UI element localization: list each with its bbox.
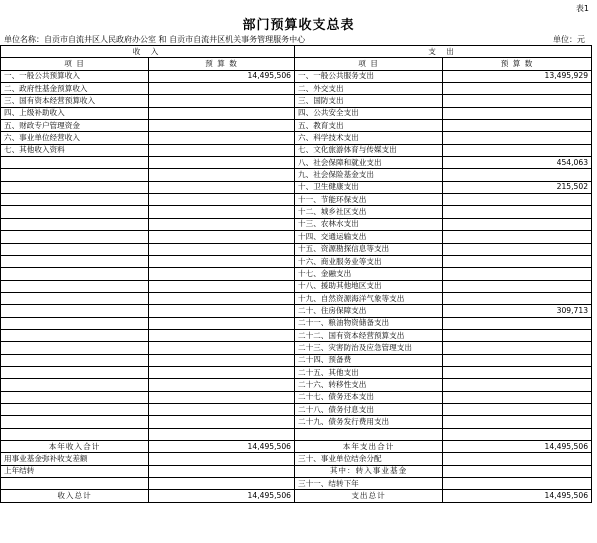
income-total-label: 本年收入合计 [1,441,149,453]
income-value [149,194,295,206]
expense-total-value: 14,495,506 [443,441,592,453]
table-row [1,354,592,366]
income-value [149,305,295,317]
expense-item: 二十、住房保障支出 [295,305,443,317]
table-row [1,329,592,341]
income-budget-header: 预 算 数 [149,58,295,70]
expense-item: 五、教育支出 [295,120,443,132]
grand-total-row [1,490,592,502]
income-item [1,194,149,206]
fund-balance-label: 用事业基金弥补收支差额 [1,453,149,465]
table-row [1,157,592,169]
income-value [149,342,295,354]
expense-item: 二十五、其他支出 [295,366,443,378]
income-total-value: 14,495,506 [149,441,295,453]
expense-item: 二十六、转移性支出 [295,379,443,391]
income-item: 五、财政专户管理资金 [1,120,149,132]
expense-value: 13,495,929 [443,70,592,82]
income-value [149,403,295,415]
income-value [149,218,295,230]
income-value [149,366,295,378]
table-row [1,120,592,132]
grand-income-label: 收入总计 [1,490,149,502]
table-row [1,280,592,292]
expense-item: 十九、自然资源海洋气象等支出 [295,292,443,304]
income-item [1,231,149,243]
income-value [149,206,295,218]
income-value: 14,495,506 [149,70,295,82]
expense-value [443,120,592,132]
expense-value [443,280,592,292]
income-value [149,280,295,292]
income-value [149,416,295,428]
total-row [1,441,592,453]
expense-item: 八、社会保障和就业支出 [295,157,443,169]
income-item: 七、其他收入资料 [1,144,149,156]
income-item-header: 项 目 [1,58,149,70]
expense-item: 二十二、国有资本经营预算支出 [295,329,443,341]
expense-value [443,107,592,119]
table-row [1,416,592,428]
expense-item: 十五、资源勘探信息等支出 [295,243,443,255]
table-row [1,268,592,280]
table-row [1,218,592,230]
income-item [1,206,149,218]
table-row [1,169,592,181]
table-number-label: 表1 [575,4,589,13]
expense-item: 十八、援助其他地区支出 [295,280,443,292]
expense-value [443,206,592,218]
expense-value [443,292,592,304]
expense-item: 十七、金融支出 [295,268,443,280]
expense-item: 二、外交支出 [295,83,443,95]
expense-value [443,379,592,391]
expense-value [443,95,592,107]
income-value [149,231,295,243]
income-value [149,268,295,280]
income-item: 二、政府性基金预算收入 [1,83,149,95]
expense-value [443,416,592,428]
income-item [1,329,149,341]
income-item [1,403,149,415]
expense-value: 454,063 [443,157,592,169]
income-value [149,292,295,304]
income-item [1,169,149,181]
surplus-distribution-label: 三十、事业单位结余分配 [295,453,443,465]
income-item [1,280,149,292]
expense-value [443,329,592,341]
expense-item: 二十八、债务付息支出 [295,403,443,415]
income-value [149,391,295,403]
expense-value [443,354,592,366]
unit-label: 单位：元 [553,35,585,44]
table-row [1,70,592,82]
table-row [1,144,592,156]
table-row [1,403,592,415]
grand-expense-label: 支出总计 [295,490,443,502]
income-item [1,218,149,230]
table-row [1,453,592,465]
table-row [1,194,592,206]
income-item [1,181,149,193]
expense-item: 九、社会保险基金支出 [295,169,443,181]
table-row [1,379,592,391]
table-row [1,132,592,144]
expense-value [443,317,592,329]
income-value [149,83,295,95]
table-row [1,83,592,95]
table-row [1,181,592,193]
income-section-header: 收 入 [1,46,295,58]
income-value [149,181,295,193]
expense-item: 六、科学技术支出 [295,132,443,144]
table-row [1,478,592,490]
income-item [1,366,149,378]
income-item [1,255,149,267]
income-value [149,255,295,267]
expense-item: 七、文化旅游体育与传媒支出 [295,144,443,156]
expense-value [443,391,592,403]
table-row [1,428,592,440]
income-item [1,354,149,366]
income-value [149,107,295,119]
table-row [1,107,592,119]
income-item: 一、一般公共预算收入 [1,70,149,82]
expense-total-label: 本年支出合计 [295,441,443,453]
expense-value [443,366,592,378]
income-item [1,243,149,255]
income-item: 三、国有资本经营预算收入 [1,95,149,107]
table-row [1,292,592,304]
table-row [1,95,592,107]
expense-item: 二十四、预备费 [295,354,443,366]
header-row-sections [1,46,592,58]
expense-value [443,342,592,354]
expense-item: 二十三、灾害防治及应急管理支出 [295,342,443,354]
expense-item: 十六、商业服务业等支出 [295,255,443,267]
income-value [149,132,295,144]
budget-table [0,45,592,503]
table-row [1,305,592,317]
expense-value [443,144,592,156]
expense-value: 309,713 [443,305,592,317]
income-item [1,317,149,329]
expense-value [443,403,592,415]
income-value [149,120,295,132]
expense-value [443,255,592,267]
expense-value: 215,502 [443,181,592,193]
income-item [1,379,149,391]
income-item [1,305,149,317]
expense-value [443,231,592,243]
expense-item: 十、卫生健康支出 [295,181,443,193]
expense-value [443,218,592,230]
expense-budget-header: 预 算 数 [443,58,592,70]
page-title: 部门预算收支总表 [242,18,355,33]
expense-item: 三、国防支出 [295,95,443,107]
expense-value [443,83,592,95]
income-value [149,428,295,440]
grand-income-value: 14,495,506 [149,490,295,502]
table-row [1,342,592,354]
income-item [1,292,149,304]
income-value [149,329,295,341]
income-item [1,157,149,169]
income-value [149,354,295,366]
income-item [1,416,149,428]
expense-value [443,268,592,280]
income-item [1,268,149,280]
expense-item: 十三、农林水支出 [295,218,443,230]
expense-section-header: 支 出 [295,46,592,58]
income-item [1,428,149,440]
income-value [149,169,295,181]
table-row [1,243,592,255]
header-row-columns [1,58,592,70]
income-item [1,391,149,403]
expense-item: 二十七、债务还本支出 [295,391,443,403]
expense-item-header: 项 目 [295,58,443,70]
expense-value [443,428,592,440]
expense-item: 十一、节能环保支出 [295,194,443,206]
table-row [1,317,592,329]
table-row [1,255,592,267]
expense-value [443,169,592,181]
expense-item: 一、一般公共服务支出 [295,70,443,82]
income-value [149,95,295,107]
expense-item: 十二、城乡社区支出 [295,206,443,218]
expense-item: 四、公共安全支出 [295,107,443,119]
expense-value [443,194,592,206]
grand-expense-value: 14,495,506 [443,490,592,502]
income-value [149,379,295,391]
income-item [1,342,149,354]
income-item: 四、上级补助收入 [1,107,149,119]
expense-item: 二十一、粮油物资储备支出 [295,317,443,329]
income-value [149,157,295,169]
table-row [1,465,592,477]
unit-name: 单位名称：自贡市自流井区人民政府办公室 和 自贡市自流井区机关事务管理服务中心 [4,35,306,44]
expense-item: 十四、交通运输支出 [295,231,443,243]
table-row [1,206,592,218]
expense-value [443,243,592,255]
table-row [1,366,592,378]
income-value [149,317,295,329]
expense-item [295,428,443,440]
income-item: 六、事业单位经营收入 [1,132,149,144]
carry-over-label: 上年结转 [1,465,149,477]
table-row [1,231,592,243]
expense-value [443,132,592,144]
table-row [1,391,592,403]
income-value [149,243,295,255]
income-value [149,144,295,156]
carry-forward-label: 三十一、结转下年 [295,478,443,490]
of-which-label: 其中：转入事业基金 [295,465,443,477]
expense-item: 二十九、债务发行费用支出 [295,416,443,428]
